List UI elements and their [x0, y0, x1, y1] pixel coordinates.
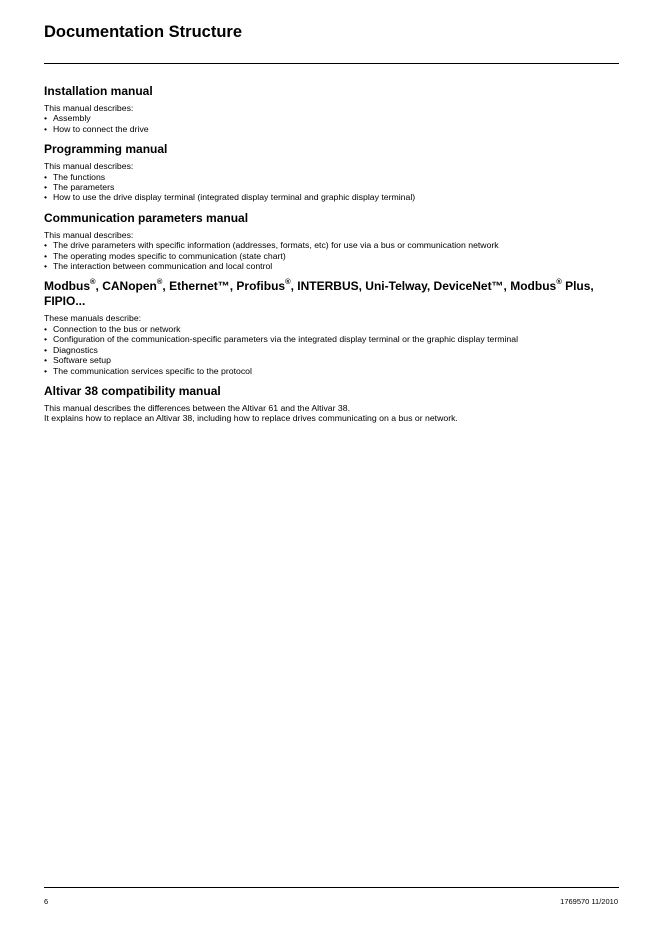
section-heading: Installation manual — [44, 84, 153, 98]
registered-mark: ® — [556, 277, 562, 287]
list-item: • Diagnostics — [44, 345, 619, 355]
section-text-line: It explains how to replace an Altivar 38, including how to replace drives communicating on a bus or network. — [44, 413, 458, 424]
list-item: • The functions — [44, 172, 619, 182]
section-heading: Communication parameters manual — [44, 210, 249, 225]
header-divider — [44, 63, 619, 64]
list-item: • Assembly — [44, 113, 619, 123]
list-item: • How to use the drive display terminal (integrated display terminal and graphic display terminal) — [44, 192, 619, 202]
section-fieldbus-manuals — [44, 279, 619, 375]
bullet-list — [44, 172, 619, 203]
section-heading — [44, 279, 619, 308]
list-item: • How to connect the drive — [44, 124, 619, 134]
section-altivar-38-compatibility-manual — [44, 384, 619, 424]
section-installation-manual — [44, 84, 619, 134]
heading-part: Plus, FIPIO... — [44, 279, 594, 308]
list-item: • Connection to the bus or network — [44, 324, 619, 334]
list-item: • The communication services specific to the protocol — [44, 366, 619, 376]
bullet-list — [44, 324, 619, 376]
heading-part: , Ethernet™, Profibus — [162, 279, 286, 294]
heading-part: , INTERBUS, Uni-Telway, DeviceNet™, Modbus — [290, 279, 557, 294]
registered-mark: ® — [285, 277, 291, 287]
page-title: Documentation Structure — [44, 23, 243, 41]
footer-divider — [44, 887, 619, 888]
section-heading: Altivar 38 compatibility manual — [44, 383, 221, 398]
list-item: • The interaction between communication and local control — [44, 261, 619, 271]
section-programming-manual — [44, 142, 619, 203]
heading-part: , CANopen — [95, 279, 157, 294]
heading-part: Modbus — [44, 279, 90, 294]
section-heading: Programming manual — [44, 142, 168, 157]
list-item: • The parameters — [44, 182, 619, 192]
section-communication-parameters-manual — [44, 211, 619, 272]
list-item: • The operating modes specific to communication (state chart) — [44, 251, 619, 261]
section-intro: This manual describes: — [44, 229, 134, 240]
list-item: • Software setup — [44, 355, 619, 365]
section-intro: This manual describes: — [44, 103, 134, 113]
bullet-list — [44, 113, 619, 134]
bullet-list — [44, 240, 619, 271]
registered-mark: ® — [90, 277, 96, 287]
section-intro: These manuals describe: — [44, 313, 142, 324]
list-item: • Configuration of the communication-specific parameters via the integrated display terminal or the graphic display terminal — [44, 334, 619, 344]
document-body — [44, 84, 619, 432]
list-item: • The drive parameters with specific information (addresses, formats, etc) for use via a bus or communication network — [44, 240, 619, 250]
section-intro: This manual describes: — [44, 161, 134, 172]
registered-mark: ® — [156, 277, 163, 287]
page-number: 6 — [44, 897, 49, 906]
document-reference: 1769570 11/2010 — [560, 897, 618, 906]
section-text-line: This manual describes the differences between the Altivar 61 and the Altivar 38. — [44, 402, 351, 413]
